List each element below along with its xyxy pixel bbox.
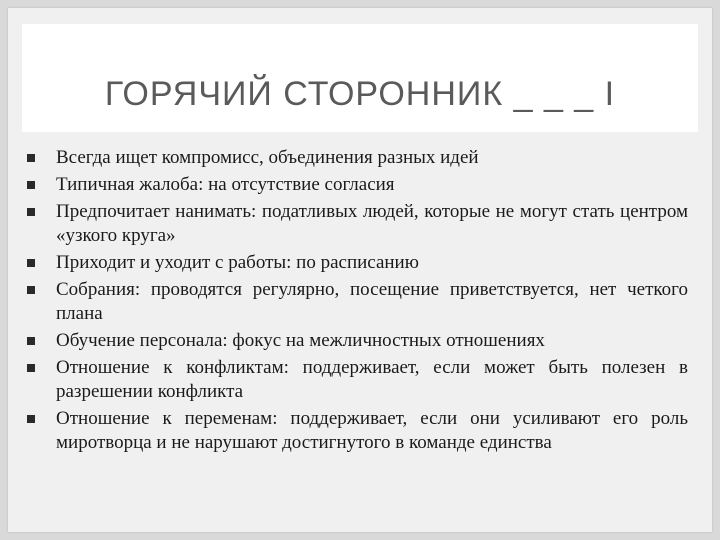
- title-box: [22, 24, 698, 132]
- list-item-text: Всегда ищет компромисс, объединения разных идей: [56, 147, 479, 168]
- list-item: [22, 173, 688, 197]
- square-bullet-icon: [27, 286, 35, 294]
- list-item: [22, 251, 688, 275]
- list-item: [22, 200, 688, 248]
- list-item-text: Предпочитает нанимать: податливых людей, которые не могут стать центром «узкого круга»: [56, 201, 688, 246]
- square-bullet-icon: [27, 181, 35, 189]
- list-item: [22, 146, 688, 170]
- list-item-text: Типичная жалоба: на отсутствие согласия: [56, 174, 395, 195]
- list-item: [22, 407, 688, 455]
- list-item-text: Отношение к конфликтам: поддерживает, если может быть полезен в разрешении конфликта: [56, 357, 688, 402]
- bullet-list: [22, 146, 688, 458]
- square-bullet-icon: [27, 364, 35, 372]
- list-item-text: Отношение к переменам: поддерживает, если они усиливают его роль миротворца и не нарушают достигнутого в команде единства: [56, 408, 688, 453]
- list-item-text: Приходит и уходит с работы: по расписанию: [56, 252, 419, 273]
- square-bullet-icon: [27, 208, 35, 216]
- square-bullet-icon: [27, 154, 35, 162]
- square-bullet-icon: [27, 259, 35, 267]
- slide-title: ГОРЯЧИЙ СТОРОННИК _ _ _ I: [104, 75, 616, 113]
- list-item: [22, 329, 688, 353]
- square-bullet-icon: [27, 337, 35, 345]
- square-bullet-icon: [27, 415, 35, 423]
- slide: [8, 8, 712, 532]
- list-item: [22, 278, 688, 326]
- list-item-text: Обучение персонала: фокус на межличностных отношениях: [56, 330, 545, 351]
- list-item-text: Собрания: проводятся регулярно, посещение приветствуется, нет четкого плана: [56, 279, 688, 324]
- list-item: [22, 356, 688, 404]
